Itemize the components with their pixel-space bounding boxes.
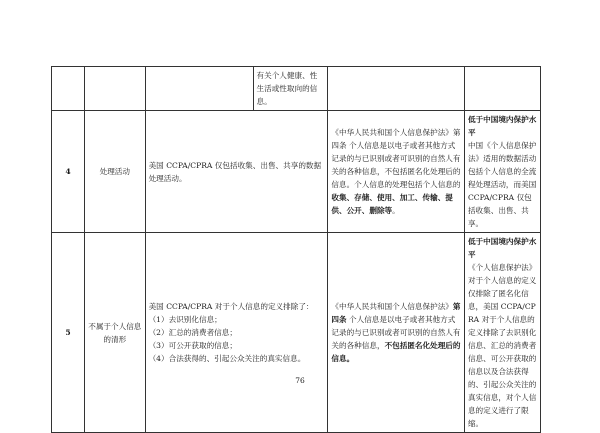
us-list-item: （2）汇总的消费者信息； [148, 328, 237, 337]
cn-law-bold: 收集、存储、使用、加工、传输、提供、公开、删除等 [331, 193, 453, 215]
sub-cell [253, 67, 328, 111]
item-cell [85, 67, 146, 111]
us-list-item: （4）合法获得的、引起公众关注的真实信息。 [148, 354, 306, 363]
table-row-continuation [52, 67, 541, 111]
page-number: 76 [295, 376, 305, 385]
cn-law-article: 第四条 [331, 302, 461, 324]
us-list-item: （3）可公开获取的信息； [148, 341, 237, 350]
cn-law-post: 。 [392, 206, 400, 215]
table-row-4 [52, 111, 541, 233]
assessment-title: 低于中国境内保护水平 [467, 115, 537, 137]
us-law-cell [145, 67, 253, 111]
note-cell [464, 67, 540, 111]
item-name: 不属于个人信息的清形 [85, 233, 146, 433]
cn-law-bold: 不包括匿名化处理后的信息。 [331, 341, 461, 363]
assessment-title: 低于中国境内保护水平 [467, 237, 537, 259]
us-law-intro: 美国 CCPA/CPRA 对于个人信息的定义排除了： [148, 302, 314, 311]
assessment-body: 《个人信息保护法》对于个人信息的定义仅排除了匿名化信息，美国 CCPA/CPRA 对于个人信息的定义排除了去识别化信息、汇总的消费者信息、可公开获取的信息以及合法获得的、引起公众关注的真实信息，对个人信息的定义进行了限缩。 [467, 263, 537, 428]
row-number: 4 [52, 111, 85, 233]
us-list-item: （1）去识别化信息； [148, 315, 222, 324]
sensitive-info-text: 有关个人健康、性生活或性取向的信息。 [256, 71, 318, 106]
assessment-cell [464, 233, 540, 433]
cn-law-pre: 《中华人民共和国个人信息保护法》 [331, 302, 453, 311]
us-law-cell [145, 233, 328, 433]
row-number-cell [52, 67, 85, 111]
cn-law-cell [328, 67, 465, 111]
item-name: 处理活动 [85, 111, 146, 233]
row-number: 5 [52, 233, 85, 433]
assessment-body: 中国《个人信息保护法》适用的数据活动包括个人信息的全流程处理活动，而美国 CCPA/CPRA 仅包括收集、出售、共享。 [467, 141, 537, 228]
us-law-text: 美国 CCPA/CPRA 仅包括收集、出售、共享的数据处理活动。 [145, 111, 328, 233]
cn-law-text [328, 111, 465, 233]
cn-law-pre: 《中华人民共和国个人信息保护法》第四条 个人信息是以电子或者其他方式记录的与已识别或者可识别的自然人有关的各种信息，不包括匿名化处理后的信息。个人信息的处理包括个人信息的 [331, 128, 461, 189]
cn-law-mid: 个人信息是以电子或者其他方式记录的与已识别或者可识别的自然人有关的各种信息， [331, 315, 461, 350]
cn-law-text [328, 233, 465, 433]
table-row-5 [52, 233, 541, 433]
assessment-cell [464, 111, 540, 233]
